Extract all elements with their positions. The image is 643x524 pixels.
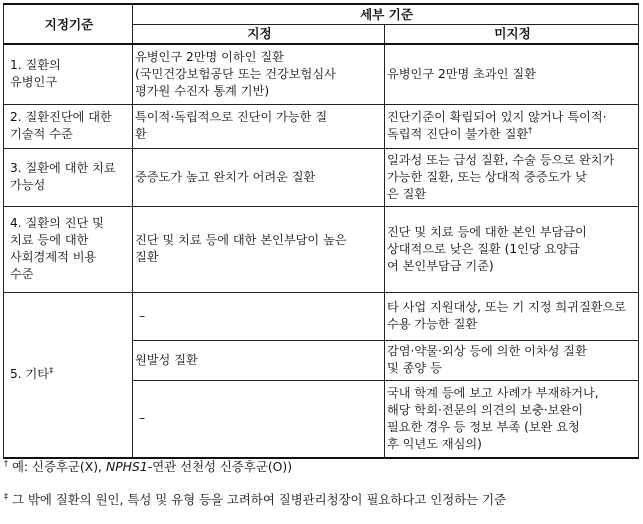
table-row [4, 292, 639, 340]
criterion-2-not-designated-text: 진단기준이 확립되어 있지 않거나 특이적· 독립적 진단이 불가한 질환 [387, 110, 607, 141]
rare-disease-criteria-table [3, 3, 639, 459]
footnote-dagger-post: -연관 선천성 신증후군(O)) [147, 459, 293, 474]
footnote-dagger-mark: † [4, 458, 8, 468]
criterion-5a-not-designated-cell: 타 사업 지원대상, 또는 기 지정 희귀질환으로 수용 가능한 질환 [385, 292, 639, 340]
footnote-double-dagger [4, 491, 506, 524]
criterion-4-not-designated-cell: 진단 및 치료 등에 대한 본인 부담금이 상대적으로 낮은 질환 (1인당 요양급 여 본인부담금 기준) [385, 206, 639, 292]
footnote-gene-name: NPHS1 [105, 459, 148, 474]
header-criteria: 지정기준 [4, 4, 133, 44]
criterion-2-cell: 2. 질환진단에 대한 기술적 수준 [4, 104, 133, 148]
table-row [4, 148, 639, 206]
criterion-3-not-designated-cell: 일과성 또는 급성 질환, 수술 등으로 완치가 가능한 질환, 또는 상대적 중증도가 낮 은 질환 [385, 148, 639, 206]
double-dagger-mark: ‡ [49, 366, 54, 376]
footnotes [4, 458, 506, 524]
table-row [4, 44, 639, 104]
criterion-4-designated-cell: 진단 및 치료 등에 대한 본인부담이 높은 질환 [133, 206, 385, 292]
criterion-5c-designated-cell: – [133, 380, 385, 458]
criterion-4-cell: 4. 질환의 진단 및 치료 등에 대한 사회경제적 비용 수준 [4, 206, 133, 292]
header-not-designated: 미지정 [385, 24, 639, 44]
table-row [4, 104, 639, 148]
header-designated: 지정 [133, 24, 385, 44]
criterion-5c-not-designated-cell: 국내 학계 등에 보고 사례가 부재하거나, 해당 학회·전문의 의견의 보충·보완이 필요한 경우 등 정보 부족 (보완 요청 후 익년도 재심의) [385, 380, 639, 458]
criterion-5-label: 5. 기타 [10, 367, 50, 382]
rare-disease-criteria-table-wrapper [3, 3, 639, 459]
footnote-double-dagger-mark: ‡ [4, 491, 8, 501]
criterion-5b-not-designated-cell: 감염·약물·외상 등에 의한 이차성 질환 및 종양 등 [385, 340, 639, 380]
footnote-dagger [4, 458, 506, 491]
header-detail-criteria: 세부 기준 [133, 4, 639, 24]
criterion-3-cell: 3. 질환에 대한 치료 가능성 [4, 148, 133, 206]
criterion-5b-designated-cell: 원발성 질환 [133, 340, 385, 380]
table-row [4, 206, 639, 292]
criterion-2-designated-cell: 특이적·독립적으로 진단이 가능한 질 환 [133, 104, 385, 148]
criterion-1-not-designated-cell: 유병인구 2만명 초과인 질환 [385, 44, 639, 104]
footnote-double-dagger-text: 그 밖에 질환의 원인, 특성 및 유형 등을 고려하여 질병관리청장이 필요하다고 인정하는 기준 [8, 492, 507, 507]
dagger-mark: † [528, 125, 533, 135]
criterion-5-cell [4, 292, 133, 458]
criterion-1-designated-cell: 유병인구 2만명 이하인 질환 (국민건강보험공단 또는 건강보험심사 평가원 수진자 통계 기반) [133, 44, 385, 104]
criterion-2-not-designated-cell [385, 104, 639, 148]
criterion-1-cell: 1. 질환의 유병인구 [4, 44, 133, 104]
criterion-3-designated-cell: 중증도가 높고 완치가 어려운 질환 [133, 148, 385, 206]
criterion-5a-designated-cell: – [133, 292, 385, 340]
footnote-dagger-pre: 예: 신증후군(X), [8, 459, 106, 474]
